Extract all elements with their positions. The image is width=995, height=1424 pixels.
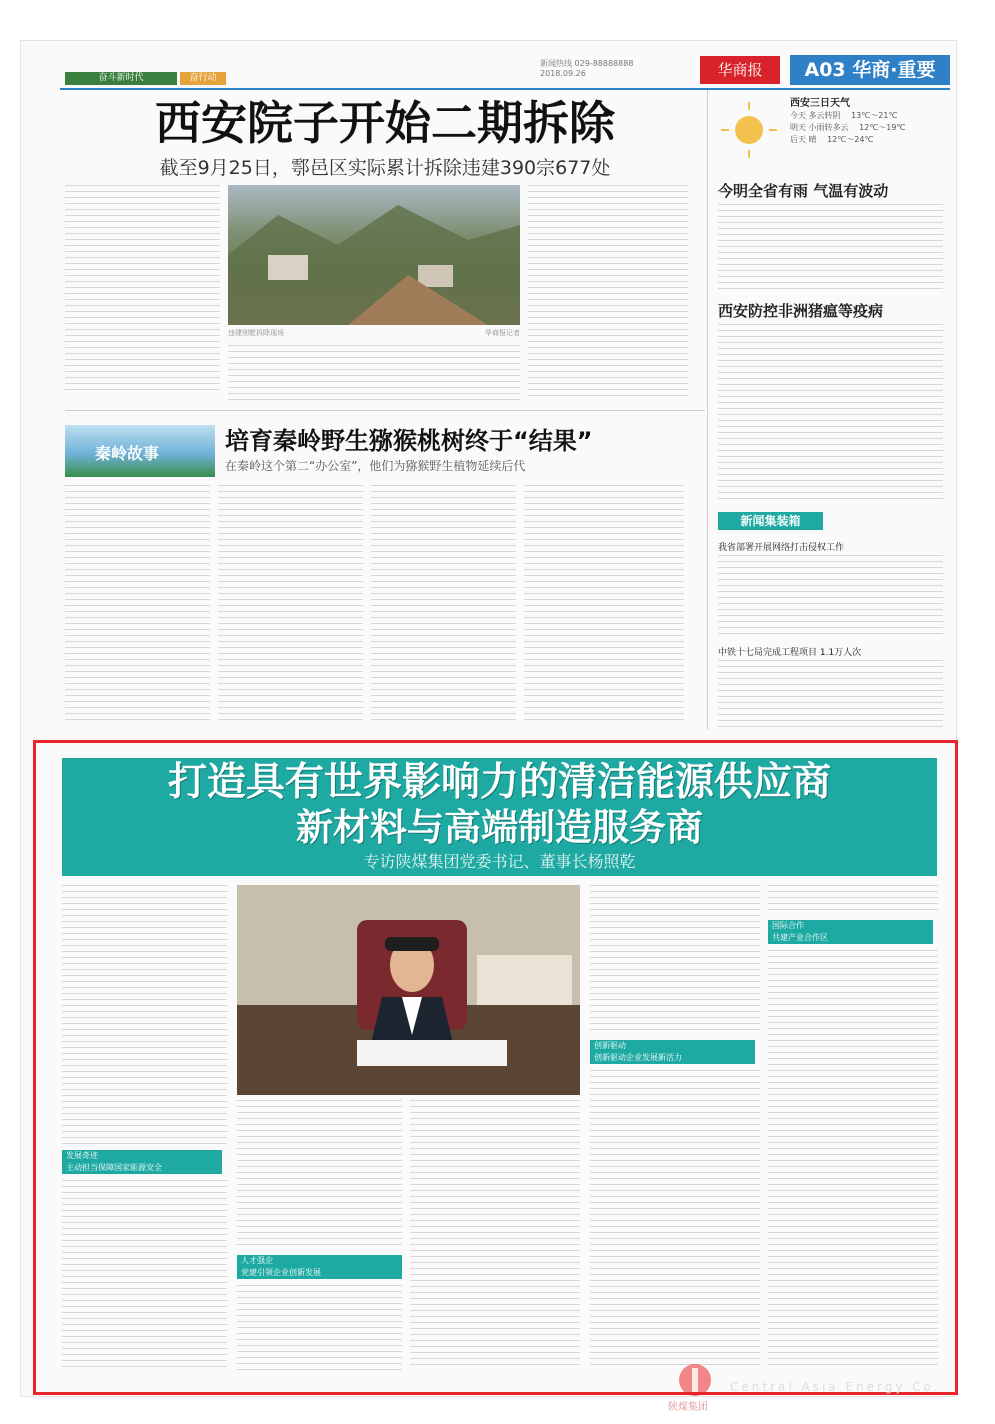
feature-col-1b (62, 1180, 227, 1370)
masthead-rule (60, 88, 950, 90)
landscape-icon (228, 185, 520, 325)
feature-col-5 (768, 885, 938, 915)
weather-temp: 12℃～24℃ (827, 135, 874, 144)
top-story-col-1 (65, 185, 220, 395)
feature-col-3 (410, 1100, 580, 1370)
weather-day: 后天 (790, 135, 806, 144)
sidebar-col-2 (718, 324, 943, 504)
top-headline: 西安院子开始二期拆除 (155, 96, 615, 150)
sidebar-section-tag-text: 新闻集装箱 (740, 514, 801, 528)
divider-1 (65, 410, 705, 411)
subtag-desc: 党建引领企业创新发展 (241, 1268, 321, 1277)
second-subhead: 在秦岭这个第二“办公室”，他们为猕猴野生植物延续后代 (225, 459, 526, 473)
watermark-org: 陕煤集团 (668, 1402, 708, 1413)
date-line: 2018.09.26 (540, 69, 586, 78)
feature-banner (62, 758, 937, 876)
top-story-col-2 (228, 345, 520, 400)
sidebar-brief-2: 中铁十七局完成工程项目 1.1万人次 (718, 648, 862, 658)
masthead-tag2-text: 奋行动 (189, 73, 217, 83)
watermark (660, 1360, 990, 1420)
photo-credit: 华商报记者 (485, 329, 520, 337)
top-subhead: 截至9月25日，鄠邑区实际累计拆除违建390宗677处 (159, 157, 611, 179)
hotline (540, 58, 690, 78)
feature-col-2b (237, 1285, 402, 1370)
feature-col-5b (768, 950, 938, 1370)
weather-temp: 12℃～19℃ (859, 123, 906, 132)
page-id-text: A03 华商·重要 (804, 59, 936, 81)
feature-col-4b (590, 1070, 760, 1370)
feature-subtag-2 (590, 1040, 755, 1064)
qinling-logo-text: 秦岭故事 (95, 444, 160, 463)
sidebar-col-3 (718, 555, 943, 635)
sidebar-headline-1: 今明全省有雨 气温有波动 (718, 182, 889, 200)
second-col-2 (218, 485, 363, 725)
top-story-photo (228, 185, 520, 325)
masthead-tag-text: 奋斗新时代 (98, 73, 144, 83)
second-col-3 (371, 485, 516, 725)
weather-title: 西安三日天气 (790, 98, 850, 109)
sidebar-rule (707, 90, 708, 730)
feature-subtag-1 (62, 1150, 222, 1174)
sidebar-brief-1: 我省部署开展网络打击侵权工作 (718, 543, 845, 553)
second-col-1 (65, 485, 210, 725)
subtag-title: 人才强企 (241, 1256, 273, 1265)
weather-row-3 (790, 134, 873, 145)
weather-cond: 小雨转多云 (808, 123, 849, 132)
hotline-text: 新闻热线 029-88888888 (540, 59, 634, 68)
feature-headline-2: 新材料与高端制造服务商 (296, 806, 703, 849)
page-id (790, 55, 950, 85)
weather-cond: 多云转阴 (808, 111, 841, 120)
feature-subtag-4 (768, 920, 933, 944)
masthead-tag (65, 72, 177, 85)
sidebar-col-4 (718, 660, 943, 730)
subtag-desc: 共建产业合作区 (772, 933, 828, 942)
feature-subtag-3 (237, 1255, 402, 1279)
feature-col-1 (62, 885, 227, 1145)
paper-logo (700, 56, 780, 84)
sidebar-headline-2: 西安防控非洲猪瘟等疫病 (718, 302, 884, 320)
feature-portrait (237, 885, 580, 1095)
feature-col-2 (237, 1100, 402, 1250)
masthead-tag-2 (180, 72, 226, 85)
feature-headline-1: 打造具有世界影响力的清洁能源供应商 (167, 760, 831, 805)
photo-caption-text: 违建别墅拆除现场 (228, 329, 284, 337)
top-story-col-3 (528, 185, 688, 400)
sidebar-col-1 (718, 204, 943, 292)
subtag-title: 创新驱动 (594, 1041, 626, 1050)
second-col-4 (524, 485, 684, 725)
feature-col-4 (590, 885, 760, 1035)
weather-temp: 13℃～21℃ (851, 111, 898, 120)
weather-day: 明天 (790, 123, 806, 132)
subtag-desc: 主动担当保障国家能源安全 (66, 1163, 162, 1172)
paper-logo-text: 华商报 (717, 61, 763, 79)
portrait-photo (237, 885, 580, 1095)
sun-icon (719, 100, 779, 160)
photo-caption (228, 328, 520, 338)
weather-cond: 晴 (808, 135, 817, 144)
weather-row-2 (790, 122, 905, 133)
watermark-en: Central Asia Energy Co. (730, 1380, 941, 1394)
subtag-desc: 创新驱动企业发展新活力 (594, 1053, 682, 1062)
subtag-title: 国际合作 (772, 921, 804, 930)
weather-box (715, 92, 945, 172)
weather-row-1 (790, 110, 897, 121)
sidebar-section-tag (718, 512, 823, 530)
feature-subhead: 专访陕煤集团党委书记、董事长杨照乾 (363, 852, 636, 871)
qinling-logo (65, 425, 215, 477)
weather-day: 今天 (790, 111, 806, 120)
second-headline: 培育秦岭野生猕猴桃树终于“结果” (225, 427, 593, 455)
subtag-title: 发展奇迹 (66, 1151, 98, 1160)
